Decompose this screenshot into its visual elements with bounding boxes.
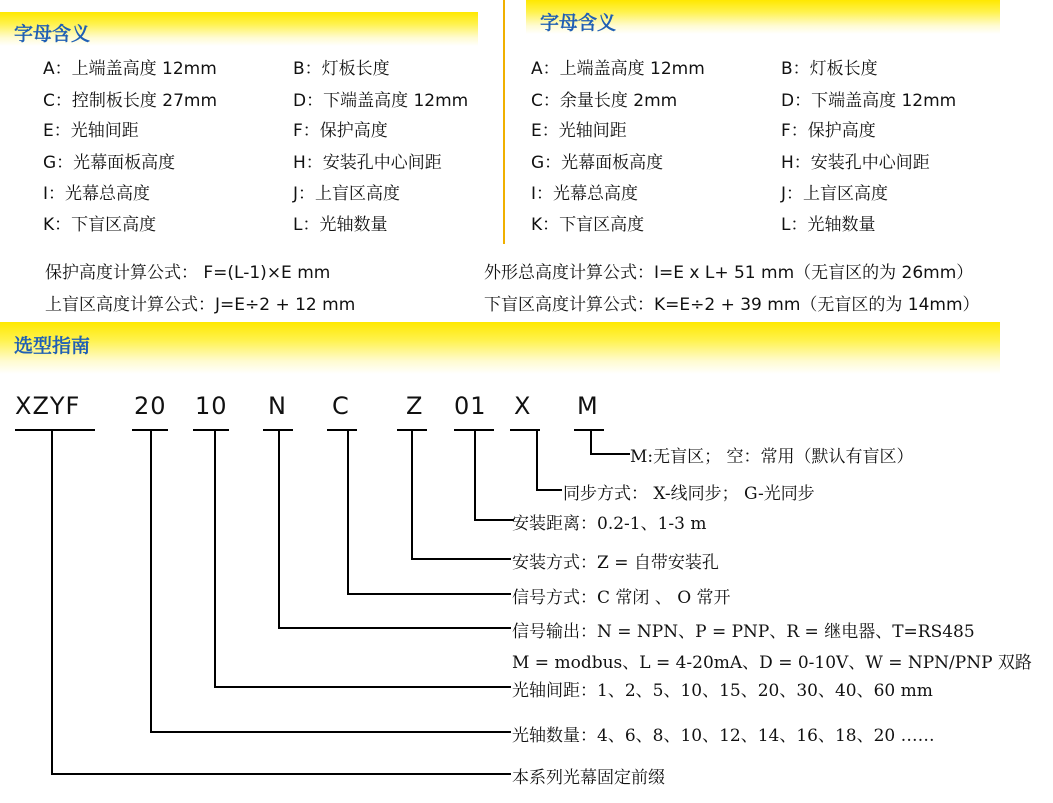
- right-item-j: J：上盲区高度: [781, 184, 889, 204]
- code-prefix: XZYF: [15, 392, 81, 420]
- code-axis-count: 20: [134, 392, 167, 420]
- right-header-title: 字母含义: [540, 12, 617, 34]
- leader-mount: [411, 558, 511, 560]
- connector-mount: [411, 429, 413, 560]
- left-item-a: A：上端盖高度 12mm: [43, 59, 217, 79]
- left-item-f: F：保护高度: [293, 121, 388, 141]
- connector-blind: [590, 429, 592, 455]
- selection-guide-header: [0, 322, 1000, 374]
- code-signal-mode: C: [332, 392, 350, 420]
- desc-signal-mode: 信号方式：C 常闭 、 O 常开: [512, 588, 731, 608]
- desc-distance: 安装距离：0.2-1、1-3 m: [512, 514, 707, 534]
- column-divider: [503, 0, 505, 244]
- connector-axis-spacing: [214, 429, 216, 687]
- desc-signal-output-2: M = modbus、L = 4-20mA、D = 0-10V、W = NPN/PNP 双路: [512, 653, 1032, 673]
- formula-lower-blind: 下盲区高度计算公式：K=E÷2 + 39 mm（无盲区的为 14mm）: [484, 295, 980, 315]
- right-item-d: D：下端盖高度 12mm: [781, 91, 957, 111]
- underline-signal-mode: [327, 429, 357, 431]
- connector-sync: [536, 429, 538, 491]
- selection-guide-title: 选型指南: [14, 335, 91, 357]
- left-item-j: J：上盲区高度: [293, 184, 401, 204]
- connector-prefix: [51, 429, 53, 775]
- right-item-i: I：光幕总高度: [531, 184, 639, 204]
- underline-axis-spacing: [193, 429, 229, 431]
- leader-signal-output: [278, 627, 511, 629]
- right-item-g: G：光幕面板高度: [531, 153, 664, 173]
- left-header-title: 字母含义: [14, 23, 91, 45]
- right-item-f: F：保护高度: [781, 121, 876, 141]
- connector-distance: [474, 429, 476, 521]
- connector-signal-output: [278, 429, 280, 629]
- connector-signal-mode: [347, 429, 349, 595]
- desc-sync: 同步方式： X-线同步； G-光同步: [563, 484, 815, 504]
- formula-upper-blind: 上盲区高度计算公式：J=E÷2 + 12 mm: [45, 295, 356, 315]
- leader-prefix: [51, 773, 511, 775]
- code-mount: Z: [406, 392, 424, 420]
- leader-axis-spacing: [214, 686, 511, 688]
- left-item-e: E：光轴间距: [43, 121, 139, 141]
- left-item-i: I：光幕总高度: [43, 184, 151, 204]
- code-signal-output: N: [268, 392, 287, 420]
- left-item-h: H：安装孔中心间距: [293, 153, 442, 173]
- right-item-l: L：光轴数量: [781, 215, 876, 235]
- right-item-k: K：下盲区高度: [531, 215, 645, 235]
- code-sync: X: [514, 392, 532, 420]
- left-section-header: [0, 12, 478, 46]
- desc-blind: M:无盲区； 空：常用（默认有盲区）: [630, 447, 914, 467]
- code-blind: M: [577, 392, 599, 420]
- code-distance: 01: [454, 392, 487, 420]
- right-item-e: E：光轴间距: [531, 121, 627, 141]
- desc-mount: 安装方式：Z = 自带安装孔: [512, 553, 719, 573]
- left-item-l: L：光轴数量: [293, 215, 388, 235]
- leader-axis-count: [150, 731, 511, 733]
- desc-prefix: 本系列光幕固定前缀: [512, 768, 665, 788]
- right-section-header: [526, 0, 1000, 34]
- leader-distance: [474, 519, 514, 521]
- left-item-c: C：控制板长度 27mm: [43, 91, 218, 111]
- underline-prefix: [15, 429, 95, 431]
- desc-axis-spacing: 光轴间距：1、2、5、10、15、20、30、40、60 mm: [512, 681, 933, 701]
- desc-axis-count: 光轴数量：4、6、8、10、12、14、16、18、20 ……: [512, 726, 935, 746]
- underline-blind: [574, 429, 604, 431]
- desc-signal-output: 信号输出：N = NPN、P = PNP、R = 继电器、T=RS485: [512, 622, 975, 642]
- formula-total-height: 外形总高度计算公式：I=E x L+ 51 mm（无盲区的为 26mm）: [484, 263, 974, 283]
- right-item-a: A：上端盖高度 12mm: [531, 59, 705, 79]
- right-item-h: H：安装孔中心间距: [781, 153, 930, 173]
- leader-sync: [536, 489, 562, 491]
- left-item-k: K：下盲区高度: [43, 215, 157, 235]
- left-item-g: G：光幕面板高度: [43, 153, 176, 173]
- code-axis-spacing: 10: [195, 392, 228, 420]
- right-item-b: B：灯板长度: [781, 59, 878, 79]
- right-item-c: C：余量长度 2mm: [531, 91, 678, 111]
- leader-signal-mode: [347, 593, 511, 595]
- connector-axis-count: [150, 429, 152, 733]
- left-item-d: D：下端盖高度 12mm: [293, 91, 469, 111]
- formula-protect-height: 保护高度计算公式： F=(L-1)×E mm: [45, 263, 331, 283]
- leader-blind: [590, 453, 630, 455]
- left-item-b: B：灯板长度: [293, 59, 390, 79]
